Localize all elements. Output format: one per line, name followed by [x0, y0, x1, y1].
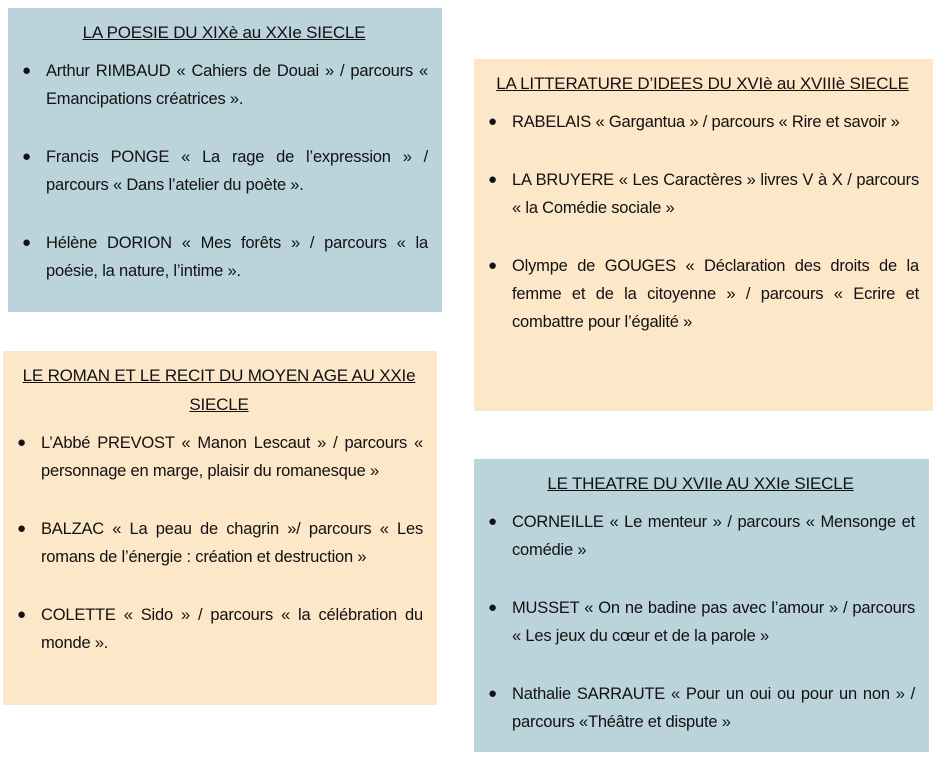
bullet-icon: ● — [488, 685, 497, 702]
bullet-icon: ● — [17, 520, 26, 537]
bullet-icon: ● — [17, 606, 26, 623]
list-item-text: BALZAC « La peau de chagrin »/ parcours « Les romans de l’énergie : création et destruction » — [41, 520, 423, 566]
section-title: LA LITTERATURE D’IDEES DU XVIè au XVIIIè SIECLE — [496, 74, 909, 93]
list-item-text: COLETTE « Sido » / parcours « la célébration du monde ». — [41, 606, 423, 652]
work-list — [20, 57, 428, 285]
section-roman-recit — [3, 351, 437, 705]
work-list — [15, 429, 423, 657]
list-item-text: CORNEILLE « Le menteur » / parcours « Mensonge et comédie » — [512, 513, 915, 559]
list-item-text: RABELAIS « Gargantua » / parcours « Rire et savoir » — [512, 113, 900, 131]
section-title: LE THEATRE DU XVIIe AU XXIe SIECLE — [547, 474, 854, 493]
section-theatre — [474, 459, 929, 752]
list-item — [20, 57, 428, 113]
list-item — [15, 601, 423, 657]
bullet-icon: ● — [22, 148, 31, 165]
list-item — [15, 515, 423, 571]
bullet-icon: ● — [488, 113, 497, 130]
list-item-text: L’Abbé PREVOST « Manon Lescaut » / parcours « personnage en marge, plaisir du romanesque » — [41, 434, 423, 480]
section-title: LE ROMAN ET LE RECIT DU MOYEN AGE AU XXIe SIECLE — [22, 366, 416, 414]
list-item — [15, 429, 423, 485]
bullet-icon: ● — [22, 62, 31, 79]
list-item — [486, 594, 915, 650]
work-list — [486, 508, 915, 736]
list-item — [20, 229, 428, 285]
list-item — [486, 680, 915, 736]
list-item-text: Hélène DORION « Mes forêts » / parcours « la poésie, la nature, l’intime ». — [46, 234, 428, 280]
list-item-text: Nathalie SARRAUTE « Pour un oui ou pour un non » / parcours «Théâtre et dispute » — [512, 685, 915, 731]
bullet-icon: ● — [22, 234, 31, 251]
bullet-icon: ● — [488, 257, 497, 274]
bullet-icon: ● — [488, 513, 497, 530]
list-item-text: Francis PONGE « La rage de l’expression » / parcours « Dans l’atelier du poète ». — [46, 148, 428, 194]
list-item-text: Olympe de GOUGES « Déclaration des droits de la femme et de la citoyenne » / parcours « Ecrire et combattre pour l’égalité » — [512, 257, 919, 331]
bullet-icon: ● — [488, 171, 497, 188]
list-item-text: MUSSET « On ne badine pas avec l’amour » / parcours « Les jeux du cœur et de la parole » — [512, 599, 915, 645]
list-item — [20, 143, 428, 199]
section-poesie — [8, 8, 442, 312]
bullet-icon: ● — [488, 599, 497, 616]
section-title: LA POESIE DU XIXè au XXIe SIECLE — [82, 23, 366, 42]
bullet-icon: ● — [17, 434, 26, 451]
list-item-text: Arthur RIMBAUD « Cahiers de Douai » / parcours « Emancipations créatrices ». — [46, 62, 428, 108]
list-item — [486, 108, 919, 136]
list-item — [486, 166, 919, 222]
list-item — [486, 252, 919, 336]
work-list — [486, 108, 919, 336]
list-item-text: LA BRUYERE « Les Caractères » livres V à X / parcours « la Comédie sociale » — [512, 171, 919, 217]
list-item — [486, 508, 915, 564]
section-litterature-idees — [474, 59, 933, 411]
